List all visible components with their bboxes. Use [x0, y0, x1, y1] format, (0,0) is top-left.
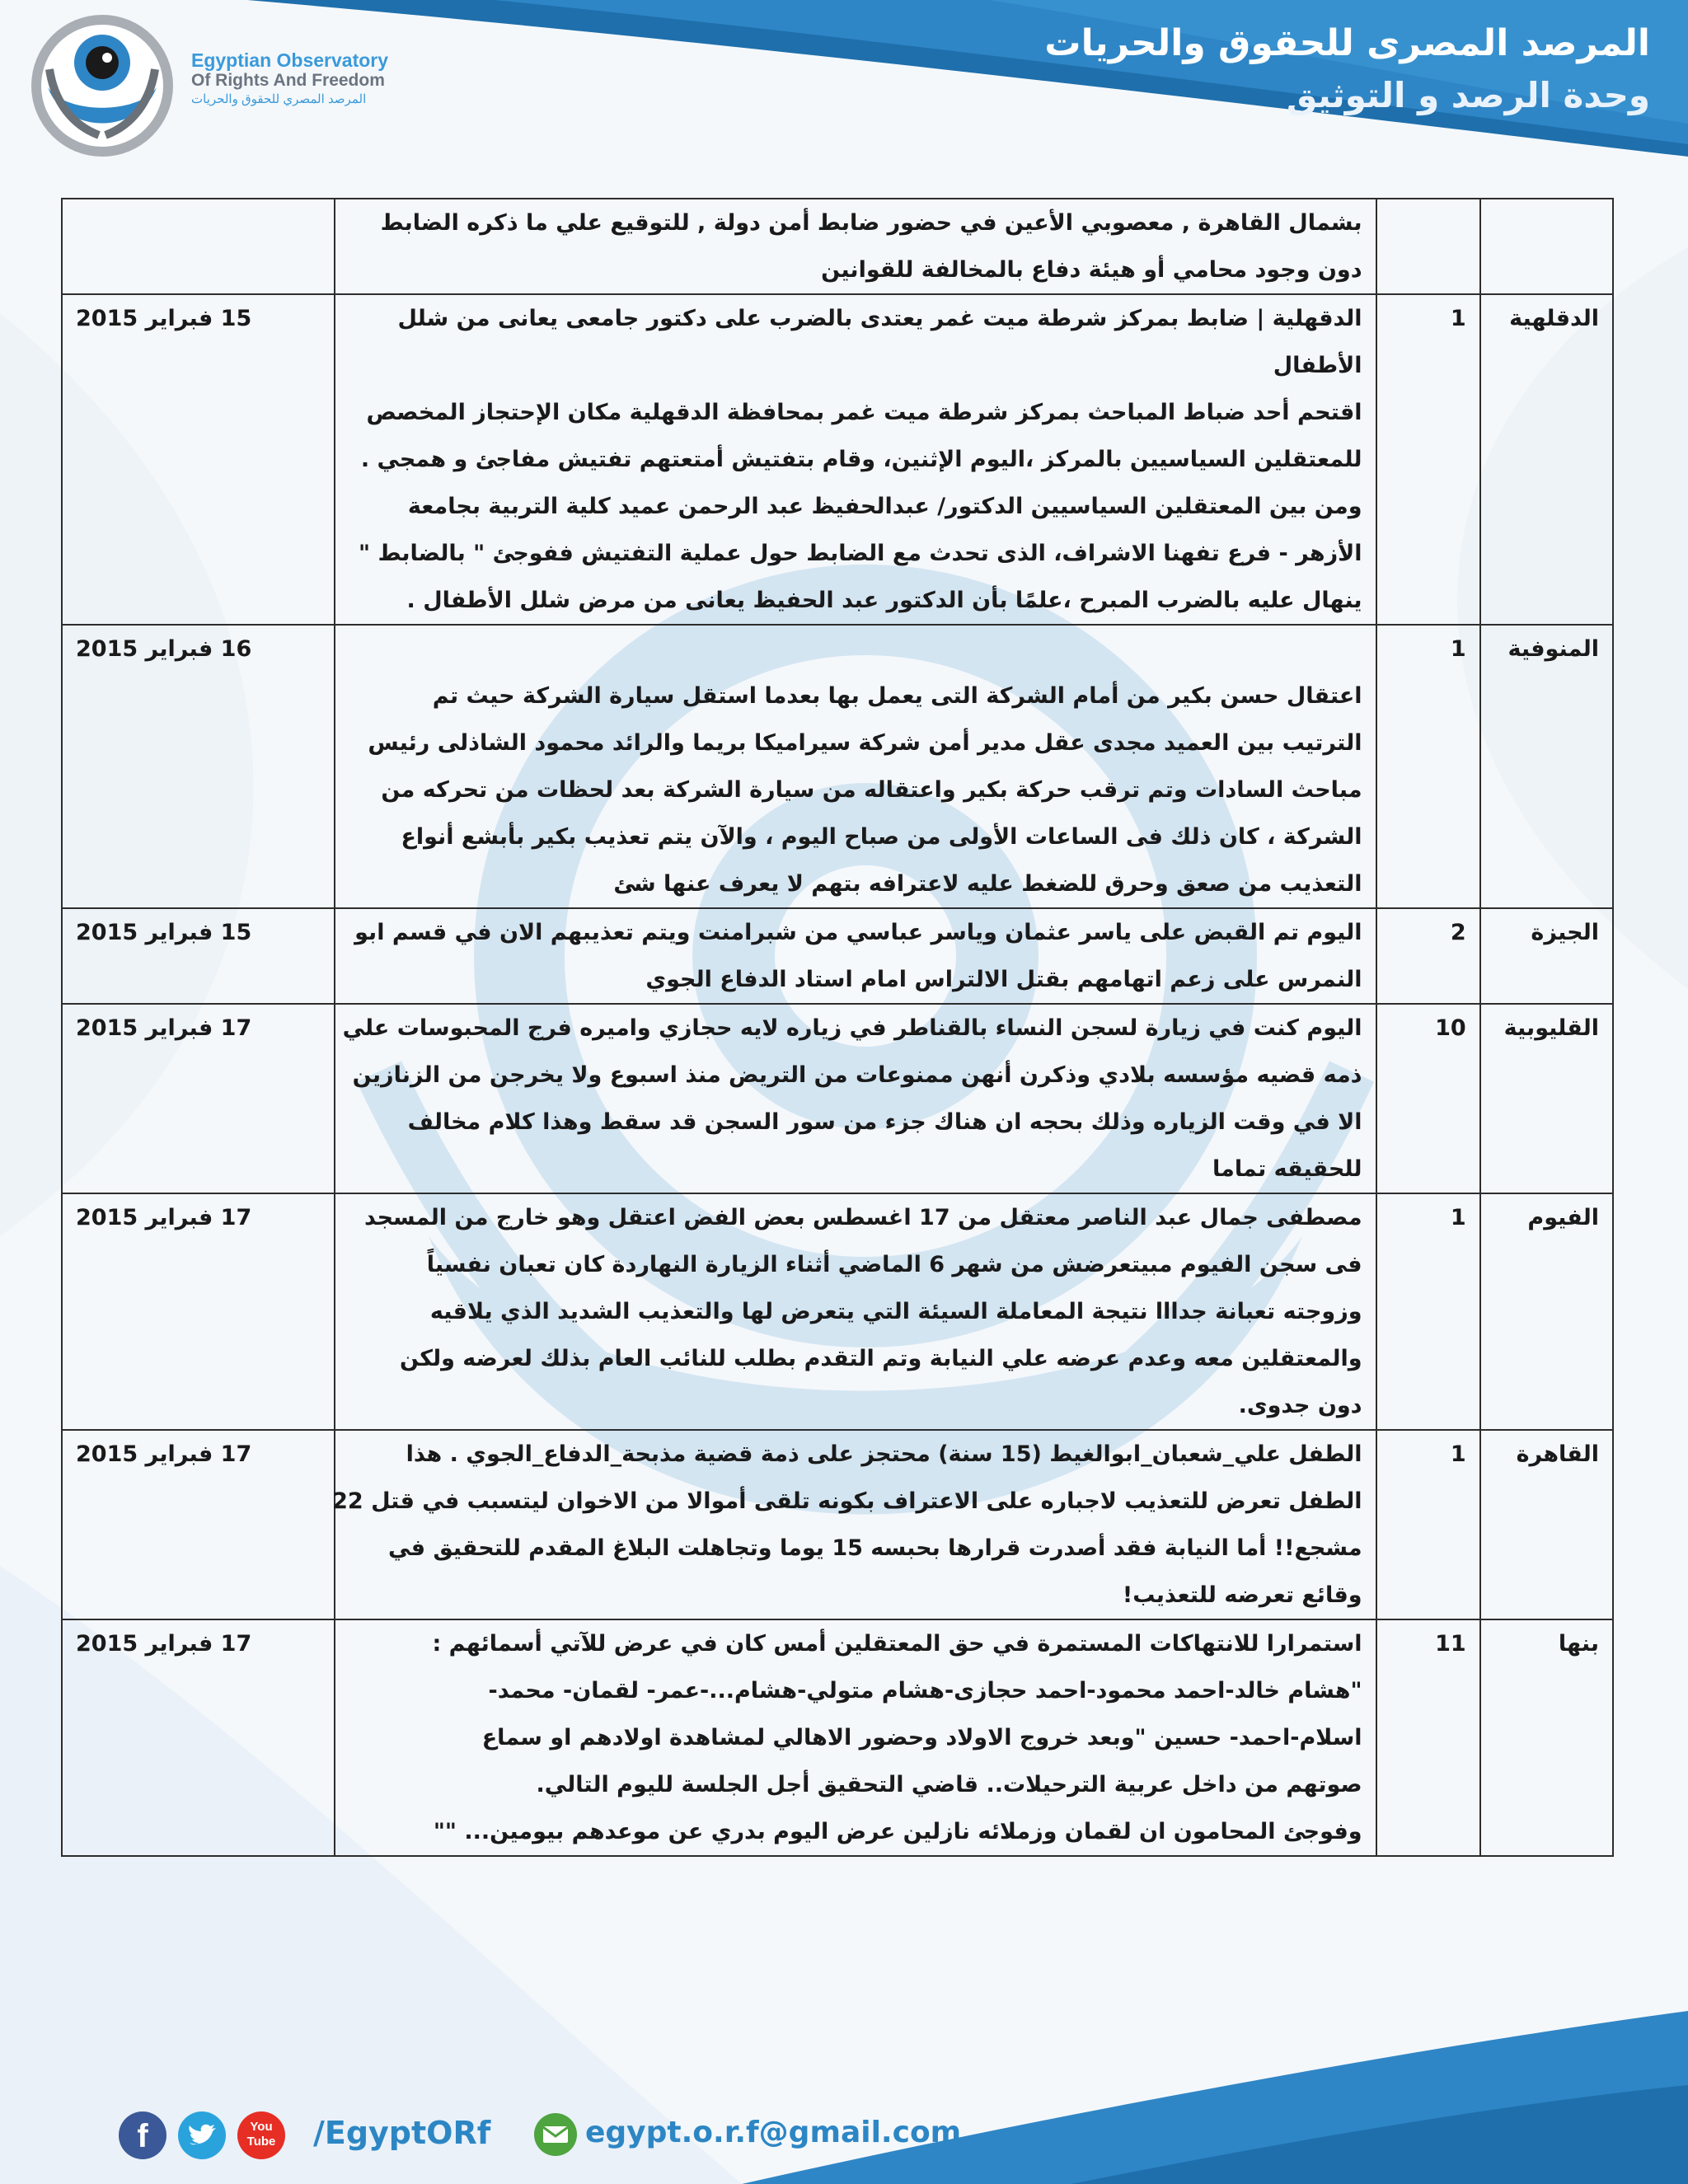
cell-count	[1376, 199, 1480, 294]
cell-count: 2	[1376, 908, 1480, 1004]
cell-description	[335, 294, 1376, 625]
cell-governorate: الفيوم	[1480, 1193, 1613, 1430]
table-row	[62, 1430, 1613, 1619]
youtube-icon[interactable]	[237, 2111, 285, 2159]
description-line: وفوجئ المحامون ان لقمان وزملائه نازلين عرض اليوم بدري عن موعدهم بيومين... ""	[433, 1819, 1362, 1844]
description-line: مباحث السادات وتم ترقب حركة بكير واعتقاله من سيارة الشركة بعد لحظات من تحركه من	[381, 777, 1362, 803]
description-line: ينهال عليه بالضرب المبرح ،علمًا بأن الدكتور عبد الحفيظ يعانى من مرض شلل الأطفال .	[406, 588, 1362, 613]
description-line: والمعتقلين معه وعدم عرضه علي النيابة وتم التقدم بطلب للنائب العام بذلك لعرضه ولكن	[399, 1346, 1362, 1371]
social-handle[interactable]: /EgyptORf	[313, 2115, 491, 2151]
cell-description	[335, 199, 1376, 294]
cell-date: 16 فبراير 2015	[62, 625, 335, 908]
cell-count: 11	[1376, 1619, 1480, 1856]
incidents-table-container	[61, 198, 1614, 1857]
org-subtitle: وحدة الرصد و التوثيق	[1287, 75, 1650, 115]
description-line: الدقهلية | ضابط بمركز شرطة ميت غمر يعتدى بالضرب على دكتور جامعى يعانى من شلل	[397, 306, 1362, 331]
table-row	[62, 625, 1613, 908]
description-line: مصطفى جمال عبد الناصر معتقل من 17 اغسطس بعض الفض اعتقل وهو خارج من المسجد	[364, 1205, 1362, 1230]
description-line: الأطفال	[1273, 353, 1362, 378]
description-line: التعذيب من صعق وحرق للضغط عليه لاعترافه بتهم لا يعرف عنها شئ	[613, 871, 1362, 897]
table-row	[62, 294, 1613, 625]
cell-description	[332, 1430, 1376, 1619]
description-line: النمرس على زعم اتهامهم بقتل الالتراس امام استاد الدفاع الجوي	[645, 967, 1362, 992]
email-icon	[534, 2113, 577, 2156]
cell-date	[62, 199, 335, 294]
logo-english-line2: Of Rights And Freedom	[191, 71, 385, 90]
cell-description	[335, 1619, 1376, 1856]
cell-count: 1	[1376, 1430, 1480, 1619]
cell-count: 10	[1376, 1004, 1480, 1193]
cell-description	[335, 1193, 1376, 1430]
description-line: فى سجن الفيوم مبيتعرضش من شهر 6 الماضي أثناء الزيارة النهاردة كان تعبان نفسياً	[426, 1252, 1362, 1277]
cell-description	[335, 908, 1376, 1004]
cell-governorate	[1480, 199, 1613, 294]
description-line: للحقيقه تماما	[1212, 1156, 1362, 1182]
table-row	[62, 1004, 1613, 1193]
cell-governorate: القاهرة	[1480, 1430, 1613, 1619]
description-line: ذمه قضيه مؤسسه بلادي وذكرن أنهن ممنوعات من التريض منذ اسبوع ولا يخرجن من الزنازين	[352, 1062, 1362, 1088]
cell-count: 1	[1376, 1193, 1480, 1430]
description-line: اليوم كنت في زيارة لسجن النساء بالقناطر في زياره لايه حجازي واميره فرج المحبوسات علي	[342, 1015, 1362, 1041]
table-row	[62, 908, 1613, 1004]
cell-description	[335, 1004, 1376, 1193]
description-line: وزوجته تعبانة جدااا نتيجة المعاملة السيئة التي يتعرض لها والتعذيب الشديد الذي يلاقيه	[429, 1299, 1362, 1324]
table-row	[62, 1619, 1613, 1856]
description-line: بشمال القاهرة , معصوبي الأعين في حضور ضابط أمن دولة , للتوقيع علي ما ذكره الضابط	[380, 210, 1362, 236]
description-line: اعتقال حسن بكير من أمام الشركة التى يعمل بها بعدما استقل سيارة الشركة حيث تم	[432, 683, 1362, 709]
description-line: مشجع!! أما النيابة فقد أصدرت قرارها بحبسه 15 يوما وتجاهلت البلاغ المقدم للتحقيق في	[388, 1535, 1362, 1561]
facebook-icon[interactable]: f	[119, 2111, 166, 2159]
description-line: للمعتقلين السياسيين بالمركز ،اليوم الإثنين، وقام بتفتيش أمتعتهم تفتيش مفاجئ و همجي .	[360, 447, 1362, 472]
description-line: الشركة ، كان ذلك فى الساعات الأولى من صباح اليوم ، والآن يتم تعذيب بكير بأبشع أنواع	[401, 824, 1362, 850]
cell-date: 15 فبراير 2015	[62, 908, 335, 1004]
cell-governorate: بنها	[1480, 1619, 1613, 1856]
cell-count: 1	[1376, 294, 1480, 625]
cell-date: 17 فبراير 2015	[62, 1004, 335, 1193]
description-line: اليوم تم القبض على ياسر عثمان وياسر عباسي من شبرامنت ويتم تعذيبهم الان في قسم ابو	[354, 920, 1362, 945]
description-line: الأزهر - فرع تفهنا الاشراف، الذى تحدث مع الضابط حول عملية التفتيش ففوجئ " بالضابط "	[359, 541, 1362, 566]
description-line: دون وجود محامي أو هيئة دفاع بالمخالفة للقوانين	[821, 257, 1362, 283]
logo-arabic-name: المرصد المصري للحقوق والحريات	[191, 92, 367, 106]
cell-governorate: الدقلهية	[1480, 294, 1613, 625]
description-line: اسلام-احمد- حسين "وبعد خروج الاولاد وحضور الاهالي لمشاهدة اولادهم او سماع	[481, 1725, 1362, 1750]
description-line	[344, 626, 1362, 673]
description-line: الترتيب بين العميد مجدى عقل مدير أمن شركة سيراميكا بريما والرائد محمود الشاذلى رئيس	[368, 730, 1362, 756]
description-line: صوتهم من داخل عربية الترحيلات.. قاضي التحقيق أجل الجلسة لليوم التالي.	[536, 1772, 1362, 1797]
cell-date: 15 فبراير 2015	[62, 294, 335, 625]
description-line: الا في وقت الزياره وذلك بحجه ان هناك جزء من سور السجن قد سقط وهذا كلام مخالف	[407, 1109, 1362, 1135]
table-row	[62, 1193, 1613, 1430]
cell-description	[335, 625, 1376, 908]
cell-governorate: المنوفية	[1480, 625, 1613, 908]
youtube-glyph-text: You Tube	[246, 2120, 276, 2149]
cell-date: 17 فبراير 2015	[62, 1430, 335, 1619]
description-line: ومن بين المعتقلين السياسيين الدكتور/ عبدالحفيظ عبد الرحمن عميد كلية التربية بجامعة	[407, 494, 1362, 519]
cell-count: 1	[1376, 625, 1480, 908]
incidents-table	[61, 198, 1614, 1857]
twitter-icon[interactable]	[178, 2111, 226, 2159]
cell-date: 17 فبراير 2015	[62, 1193, 335, 1430]
description-line: دون جدوى.	[1238, 1393, 1362, 1418]
description-line: الطفل تعرض للتعذيب لاجباره على الاعتراف بكونه تلقى أموالا من الاخوان ليتسبب في قتل 22	[332, 1488, 1362, 1514]
description-line: اقتحم أحد ضباط المباحث بمركز شرطة ميت غمر بمحافظة الدقهلية مكان الإحتجاز المخصص	[366, 400, 1362, 425]
description-line: وقائع تعرضه للتعذيب!	[1122, 1582, 1362, 1608]
cell-date: 17 فبراير 2015	[62, 1619, 335, 1856]
contact-email[interactable]: egypt.o.r.f@gmail.com	[585, 2116, 962, 2149]
organization-logo	[25, 12, 180, 160]
logo-text	[191, 49, 388, 109]
description-line: الطفل علي_شعبان_ابوالغيط (15 سنة) محتجز على ذمة قضية مذبحة_الدفاع_الجوي . هذا	[406, 1441, 1362, 1467]
cell-governorate: الجيزة	[1480, 908, 1613, 1004]
logo-english-line1: Egyptian Observatory	[191, 49, 389, 71]
description-line: "هشام خالد-احمد محمود-احمد حجازى-هشام متولي-هشام...-عمر- لقمان- محمد-	[488, 1678, 1362, 1704]
table-row	[62, 199, 1613, 294]
org-title: المرصد المصرى للحقوق والحريات	[1044, 22, 1650, 64]
cell-governorate: القليوبية	[1480, 1004, 1613, 1193]
description-line: استمرارا للانتهاكات المستمرة في حق المعتقلين أمس كان في عرض للآتي أسمائهم :	[432, 1631, 1362, 1657]
